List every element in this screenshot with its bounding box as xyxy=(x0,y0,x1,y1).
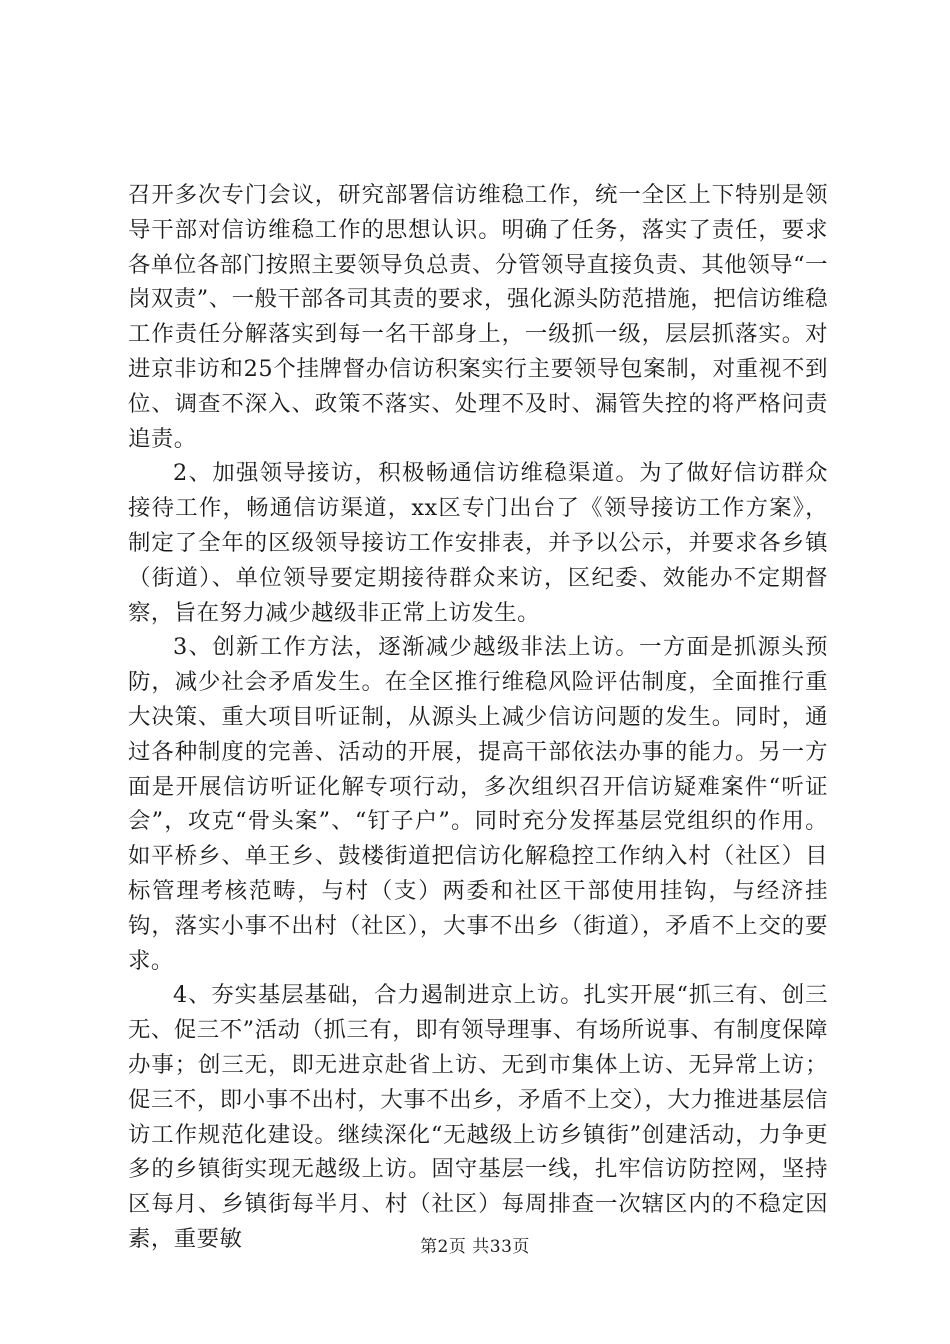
page-number-footer: 第2页 共33页 xyxy=(420,1237,530,1257)
paragraph-2: 2、加强领导接访，积极畅通信访维稳渠道。为了做好信访群众接待工作，畅通信访渠道，xx区专门出台了《领导接访工作方案》，制定了全年的区级领导接访工作安排表，并予以公示，并要求各乡镇（街道）、单位领导要定期接待群众来访，区纪委、效能办不定期督察，旨在努力减少越级非正常上访发生。 xyxy=(128,460,828,626)
paragraph-4: 4、夯实基层基础，合力遏制进京上访。扎实开展“抓三有、创三无、促三不”活动（抓三有，即有领导理事、有场所说事、有制度保障办事；创三无，即无进京赴省上访、无到市集体上访、无异常上访；促三不，即小事不出村，大事不出乡，矛盾不上交），大力推进基层信访工作规范化建设。继续深化“无越级上访乡镇街”创建活动，力争更多的乡镇街实现无越级上访。固守基层一线，扎牢信访防控网，坚持区每月、乡镇街每半月、村（社区）每周排查一次辖区内的不稳定因素，重要敏 xyxy=(128,982,828,1252)
paragraph-1: 召开多次专门会议，研究部署信访维稳工作，统一全区上下特别是领导干部对信访维稳工作的思想认识。明确了任务，落实了责任，要求各单位各部门按照主要领导负总责、分管领导直接负责、其他领导“一岗双责”、一般干部各司其责的要求，强化源头防范措施，把信访维稳工作责任分解落实到每一名干部身上，一级抓一级，层层抓落实。对进京非访和25个挂牌督办信访积案实行主要领导包案制，对重视不到位、调查不深入、政策不落实、处理不及时、漏管失控的将严格问责追责。 xyxy=(128,182,828,452)
paragraph-3: 3、创新工作方法，逐渐减少越级非法上访。一方面是抓源头预防，减少社会矛盾发生。在全区推行维稳风险评估制度，全面推行重大决策、重大项目听证制，从源头上减少信访问题的发生。同时，通过各种制度的完善、活动的开展，提高干部依法办事的能力。另一方面是开展信访听证化解专项行动，多次组织召开信访疑难案件“听证会”，攻克“骨头案”、“钉子户”。同时充分发挥基层党组织的作用。如平桥乡、单王乡、鼓楼街道把信访化解稳控工作纳入村（社区）目标管理考核范畴，与村（支）两委和社区干部使用挂钩，与经济挂钩，落实小事不出村（社区），大事不出乡（街道），矛盾不上交的要求。 xyxy=(128,634,828,974)
document-body xyxy=(128,178,828,1257)
